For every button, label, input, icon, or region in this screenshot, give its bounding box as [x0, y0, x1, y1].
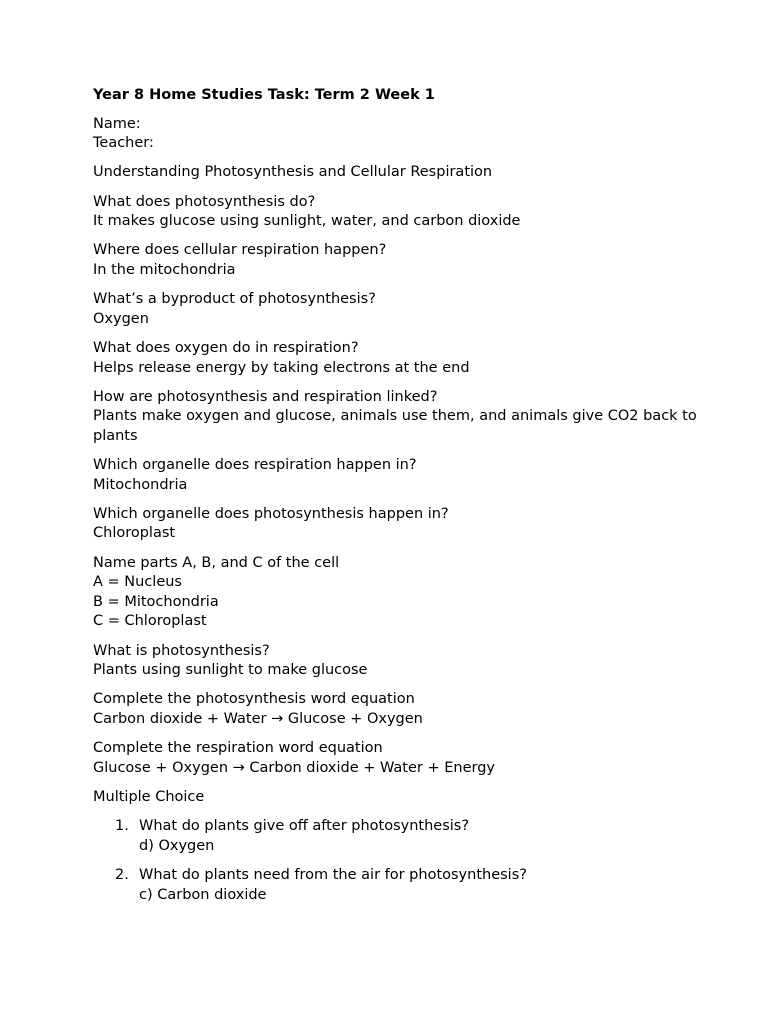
document-title: Year 8 Home Studies Task: Term 2 Week 1 — [93, 87, 435, 103]
qa-item — [93, 456, 708, 495]
answer-text: Glucose + Oxygen → Carbon dioxide + Water + Energy — [93, 759, 495, 776]
list-item — [93, 817, 708, 856]
subtitle-text: Understanding Photosynthesis and Cellular Respiration — [93, 164, 493, 181]
answer-text: Plants using sunlight to make glucose — [93, 662, 368, 679]
answer-text: Mitochondria — [93, 476, 188, 493]
question-text: How are photosynthesis and respiration linked? — [93, 388, 438, 405]
student-info — [93, 115, 708, 154]
cell-parts-item — [93, 554, 708, 632]
cell-part-b: B = Mitochondria — [93, 593, 219, 610]
question-text: Which organelle does photosynthesis happen in? — [93, 505, 449, 522]
cell-part-a: A = Nucleus — [93, 574, 182, 591]
answer-text: Chloroplast — [93, 525, 176, 542]
answer-text: Oxygen — [93, 310, 149, 327]
answer-text: It makes glucose using sunlight, water, and carbon dioxide — [93, 213, 521, 230]
question-text: What is photosynthesis? — [93, 642, 270, 659]
answer-text: Carbon dioxide + Water → Glucose + Oxygen — [93, 710, 423, 727]
qa-item — [93, 241, 708, 280]
qa-item — [93, 388, 708, 447]
name-label: Name: — [93, 115, 141, 132]
qa-item — [93, 690, 708, 729]
teacher-label: Teacher: — [93, 135, 154, 152]
question-text: Where does cellular respiration happen? — [93, 242, 387, 259]
qa-item — [93, 290, 708, 329]
question-text: Complete the photosynthesis word equation — [93, 691, 415, 708]
qa-item — [93, 642, 708, 681]
question-text: What does oxygen do in respiration? — [93, 339, 359, 356]
multiple-choice-heading — [93, 788, 708, 808]
item-number: 1. — [115, 818, 129, 835]
question-text: Name parts A, B, and C of the cell — [93, 554, 340, 571]
answer-text: c) Carbon dioxide — [139, 886, 267, 903]
cell-part-c: C = Chloroplast — [93, 613, 207, 630]
question-text: What do plants give off after photosynthesis? — [139, 818, 470, 835]
answer-text: d) Oxygen — [139, 837, 215, 854]
multiple-choice-list — [93, 817, 708, 905]
question-text: What do plants need from the air for photosynthesis? — [139, 866, 527, 883]
qa-item — [93, 339, 708, 378]
question-text: What does photosynthesis do? — [93, 193, 316, 210]
qa-item — [93, 739, 708, 778]
qa-item — [93, 505, 708, 544]
question-text: Which organelle does respiration happen in? — [93, 457, 417, 474]
section-heading: Multiple Choice — [93, 788, 205, 805]
question-text: What’s a byproduct of photosynthesis? — [93, 291, 376, 308]
list-item — [93, 866, 708, 905]
answer-text: Plants make oxygen and glucose, animals use them, and animals give CO2 back to plants — [93, 408, 697, 444]
item-number: 2. — [115, 866, 129, 883]
qa-item — [93, 193, 708, 232]
answer-text: Helps release energy by taking electrons at the end — [93, 359, 470, 376]
document-subtitle — [93, 163, 708, 183]
question-text: Complete the respiration word equation — [93, 740, 383, 757]
answer-text: In the mitochondria — [93, 261, 236, 278]
